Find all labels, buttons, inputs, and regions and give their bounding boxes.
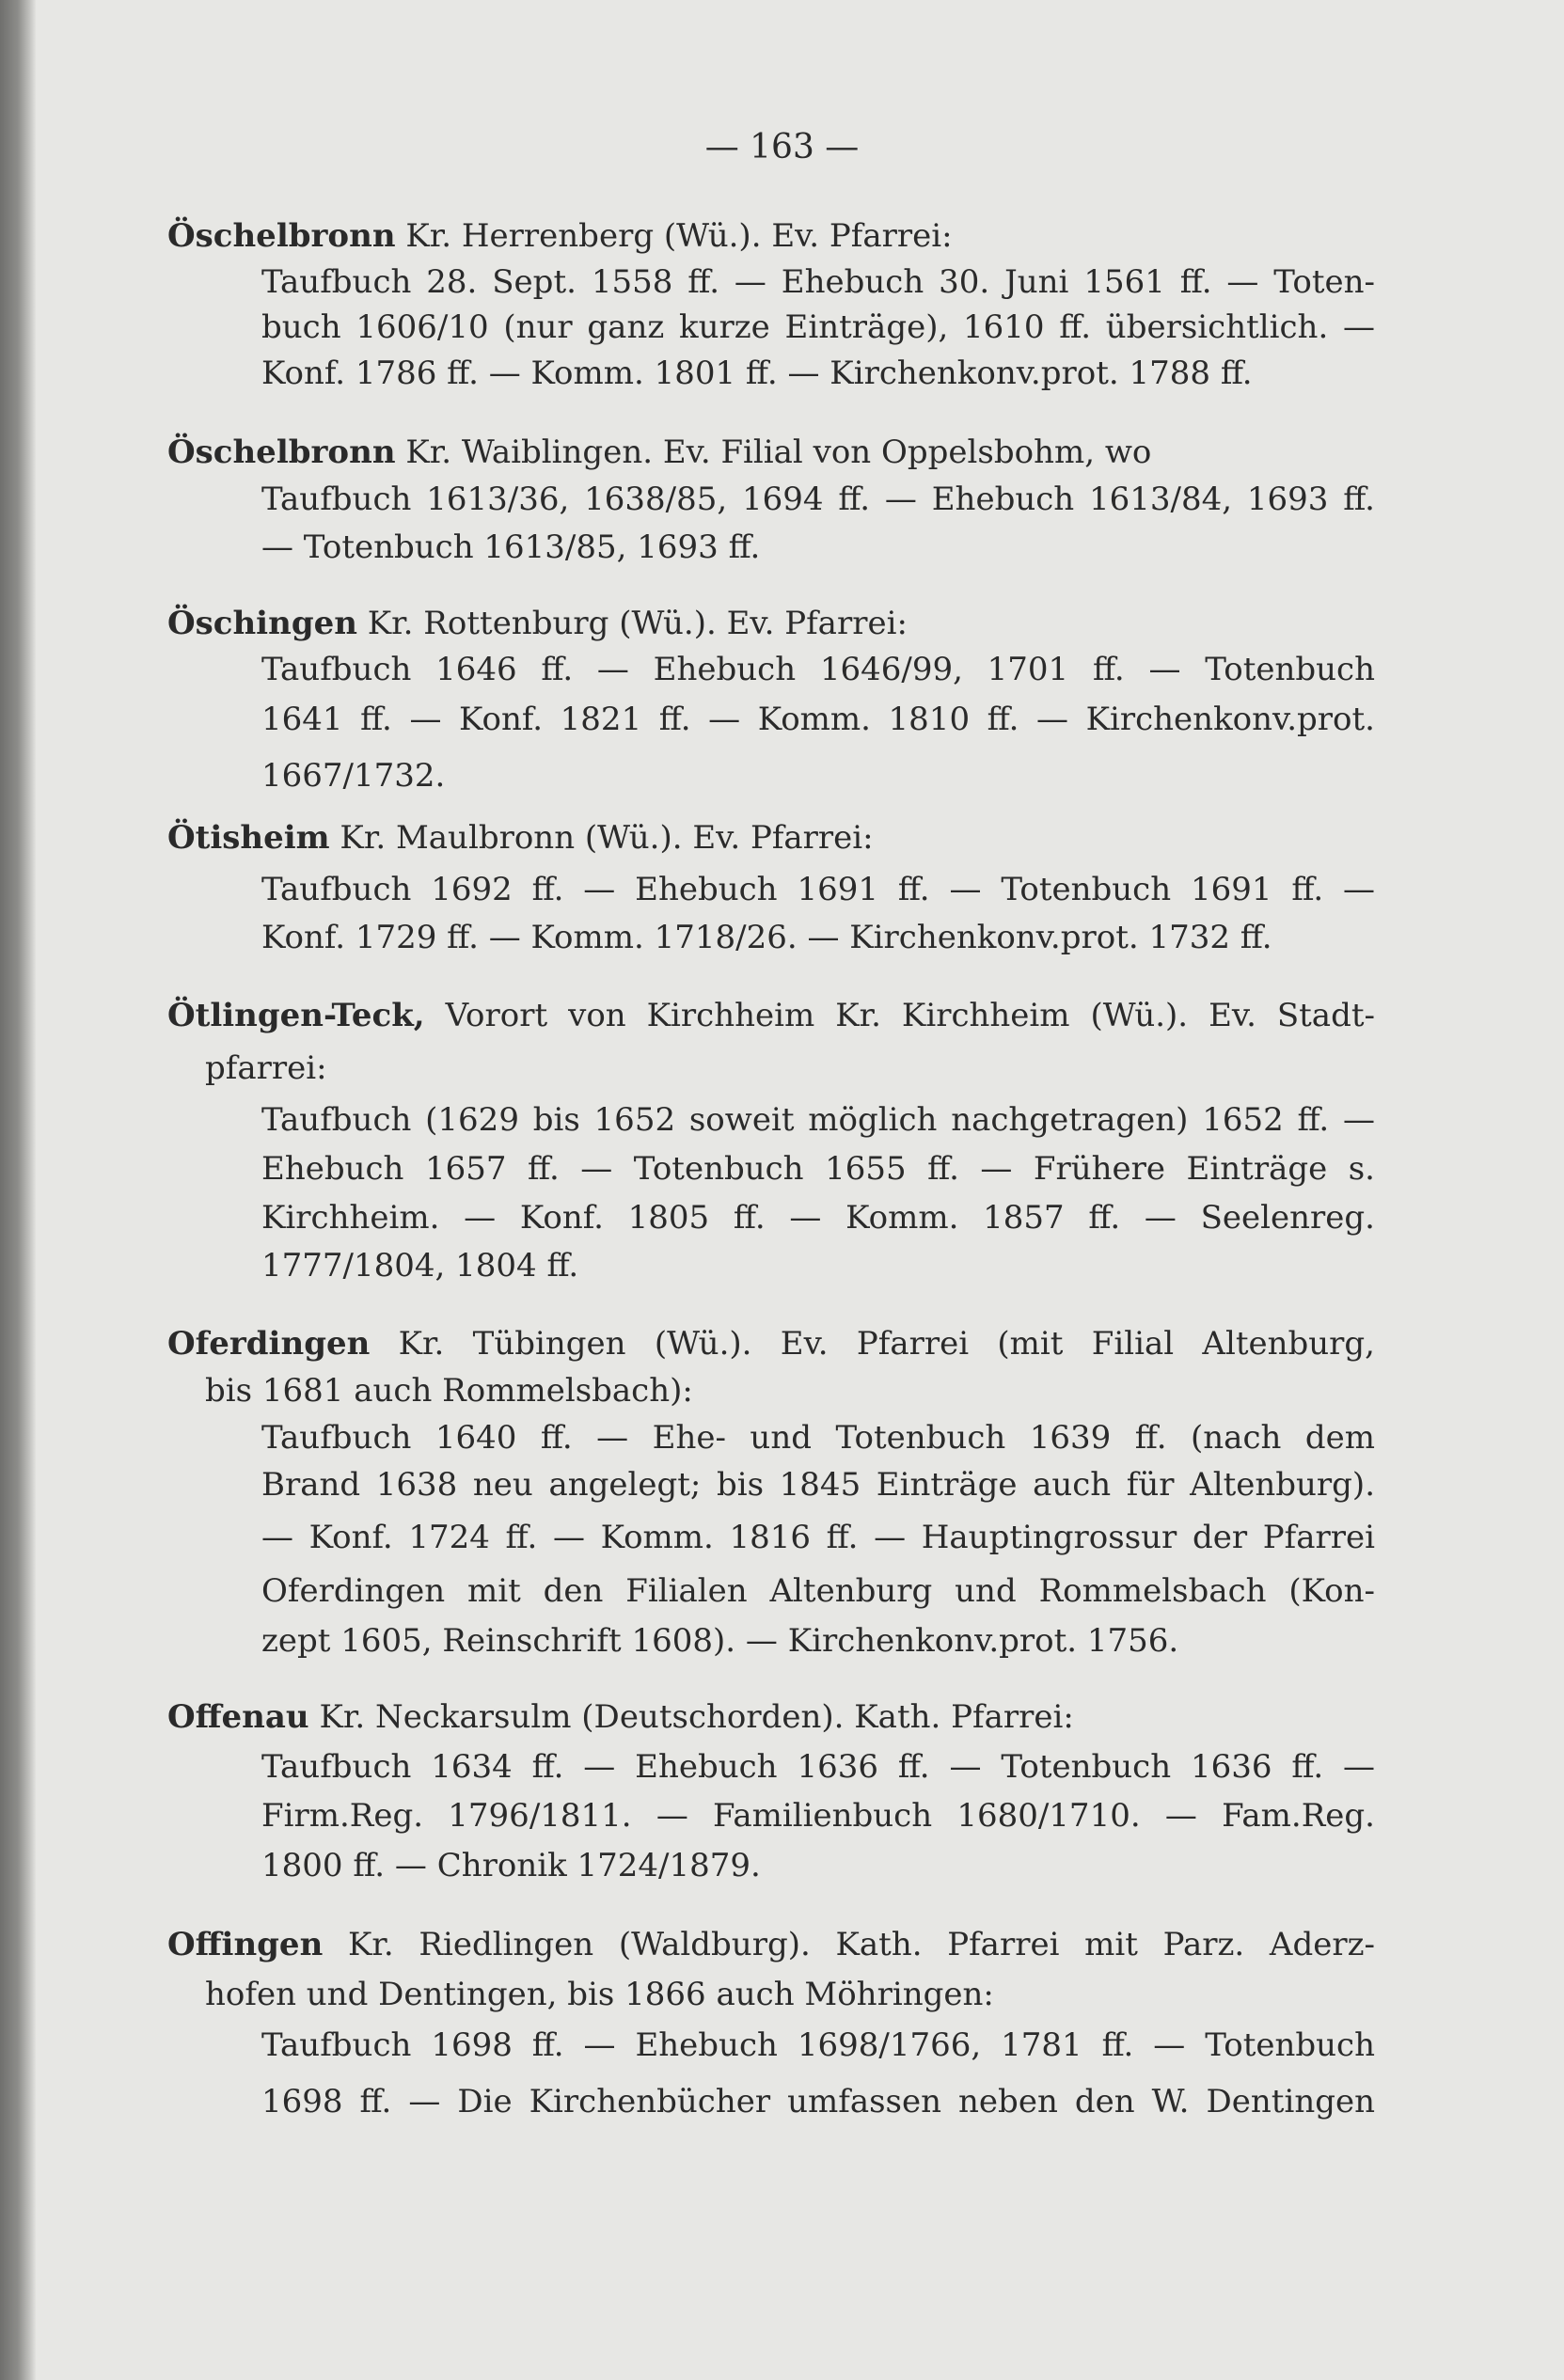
line-text: Taufbuch (1629 bis 1652 soweit möglich nachgetragen) 1652 ff. — bbox=[261, 1101, 1375, 1139]
place-name: Öschingen bbox=[167, 605, 357, 642]
entry-heading-line bbox=[167, 816, 1375, 859]
entry-heading-line bbox=[167, 431, 1375, 474]
entry-text-line bbox=[261, 1463, 1375, 1506]
line-text: Kr. Rottenburg (Wü.). Ev. Pfarrei: bbox=[356, 605, 908, 642]
line-text: Firm.Reg. 1796/1811. — Familienbuch 1680/1710. — Fam.Reg. bbox=[261, 1797, 1375, 1835]
place-name: Offenau bbox=[167, 1698, 309, 1736]
line-text: Kr. Neckarsulm (Deutschorden). Kath. Pfarrei: bbox=[308, 1698, 1074, 1736]
line-text: Brand 1638 neu angelegt; bis 1845 Einträge auch für Altenburg). bbox=[261, 1466, 1375, 1504]
line-text: zept 1605, Reinschrift 1608). — Kirchenkonv.prot. 1756. bbox=[261, 1622, 1179, 1660]
entry-heading-line bbox=[167, 214, 1375, 258]
line-text: 1698 ff. — Die Kirchenbücher umfassen neben den W. Dentingen bbox=[261, 2083, 1375, 2120]
entry-text-line bbox=[261, 916, 1375, 959]
entry-text-line bbox=[261, 1745, 1375, 1789]
entry-text-line bbox=[261, 1416, 1375, 1459]
entry-text-line bbox=[261, 526, 1375, 569]
place-name: Offingen bbox=[167, 1926, 324, 1963]
entry-text-line bbox=[261, 260, 1375, 304]
line-text: Taufbuch 1634 ff. — Ehebuch 1636 ff. — Totenbuch 1636 ff. — bbox=[261, 1748, 1375, 1786]
entry-text-line bbox=[261, 754, 1375, 797]
line-text: — Totenbuch 1613/85, 1693 ff. bbox=[261, 528, 761, 566]
place-name: Öschelbronn bbox=[167, 217, 396, 255]
entry-text-line bbox=[261, 1196, 1375, 1239]
line-text: Taufbuch 28. Sept. 1558 ff. — Ehebuch 30. Juni 1561 ff. — Toten- bbox=[261, 263, 1375, 301]
line-text: Konf. 1729 ff. — Komm. 1718/26. — Kirchenkonv.prot. 1732 ff. bbox=[261, 919, 1272, 956]
entry-text-line bbox=[261, 698, 1375, 741]
entry-text-line bbox=[261, 868, 1375, 911]
line-text: Oferdingen mit den Filialen Altenburg und Rommelsbach (Kon- bbox=[261, 1572, 1375, 1610]
line-text: Kr. Waiblingen. Ev. Filial von Oppelsbohm, wo bbox=[395, 433, 1152, 471]
entry-heading-line bbox=[167, 994, 1375, 1037]
line-text: Vorort von Kirchheim Kr. Kirchheim (Wü.). Ev. Stadt- bbox=[424, 997, 1375, 1034]
entry-text-line bbox=[205, 1369, 1375, 1412]
entry-text-line bbox=[261, 2080, 1375, 2123]
line-text: Taufbuch 1692 ff. — Ehebuch 1691 ff. — Totenbuch 1691 ff. — bbox=[261, 871, 1375, 908]
entry-heading-line bbox=[167, 1923, 1375, 1966]
line-text: pfarrei: bbox=[205, 1049, 327, 1087]
place-name: Ötlingen-Teck, bbox=[167, 997, 425, 1034]
entry-text-line bbox=[261, 1569, 1375, 1613]
entry-text-line bbox=[261, 1619, 1375, 1663]
entry-text-line bbox=[205, 1047, 1375, 1090]
entry-text-line bbox=[261, 478, 1375, 521]
line-text: Taufbuch 1646 ff. — Ehebuch 1646/99, 1701 ff. — Totenbuch bbox=[261, 651, 1375, 688]
line-text: Kr. Maulbronn (Wü.). Ev. Pfarrei: bbox=[329, 819, 874, 857]
book-binding-shadow bbox=[0, 0, 36, 2380]
line-text: Konf. 1786 ff. — Komm. 1801 ff. — Kirchenkonv.prot. 1788 ff. bbox=[261, 355, 1253, 392]
line-text: Kr. Tübingen (Wü.). Ev. Pfarrei (mit Filial Altenburg, bbox=[370, 1325, 1375, 1363]
line-text: bis 1681 auch Rommelsbach): bbox=[205, 1372, 693, 1410]
entry-text-line bbox=[261, 1147, 1375, 1190]
line-text: 1777/1804, 1804 ff. bbox=[261, 1247, 579, 1285]
line-text: Taufbuch 1640 ff. — Ehe- und Totenbuch 1639 ff. (nach dem bbox=[261, 1419, 1375, 1457]
entry-text-line bbox=[261, 352, 1375, 395]
line-text: 1800 ff. — Chronik 1724/1879. bbox=[261, 1847, 761, 1884]
entry-heading-line bbox=[167, 1322, 1375, 1365]
line-text: 1667/1732. bbox=[261, 757, 446, 795]
line-text: Taufbuch 1698 ff. — Ehebuch 1698/1766, 1781 ff. — Totenbuch bbox=[261, 2026, 1375, 2064]
entry-text-line bbox=[261, 1794, 1375, 1837]
entry-text-line bbox=[261, 1098, 1375, 1142]
place-name: Ötisheim bbox=[167, 819, 330, 857]
line-text: Taufbuch 1613/36, 1638/85, 1694 ff. — Ehebuch 1613/84, 1693 ff. bbox=[261, 481, 1375, 518]
line-text: 1641 ff. — Konf. 1821 ff. — Komm. 1810 ff. — Kirchenkonv.prot. bbox=[261, 701, 1375, 738]
entry-text-line bbox=[261, 1844, 1375, 1887]
entry-text-line bbox=[205, 1973, 1375, 2016]
line-text: Kirchheim. — Konf. 1805 ff. — Komm. 1857 ff. — Seelenreg. bbox=[261, 1199, 1375, 1237]
entry-text-line bbox=[261, 1516, 1375, 1559]
entry-text-line bbox=[261, 2024, 1375, 2067]
entry-heading-line bbox=[167, 602, 1375, 645]
entry-text-line bbox=[261, 306, 1375, 349]
entry-text-line bbox=[261, 1244, 1375, 1287]
entry-heading-line bbox=[167, 1695, 1375, 1739]
line-text: — Konf. 1724 ff. — Komm. 1816 ff. — Hauptingrossur der Pfarrei bbox=[261, 1519, 1375, 1556]
line-text: Kr. Herrenberg (Wü.). Ev. Pfarrei: bbox=[395, 217, 953, 255]
entry-text-line bbox=[261, 648, 1375, 691]
place-name: Öschelbronn bbox=[167, 433, 396, 471]
line-text: Kr. Riedlingen (Waldburg). Kath. Pfarrei mit Parz. Aderz- bbox=[323, 1926, 1375, 1963]
place-name: Oferdingen bbox=[167, 1325, 371, 1363]
line-text: Ehebuch 1657 ff. — Totenbuch 1655 ff. — Frühere Einträge s. bbox=[261, 1150, 1375, 1188]
page-number: — 163 — bbox=[704, 128, 860, 166]
line-text: hofen und Dentingen, bis 1866 auch Möhringen: bbox=[205, 1976, 994, 2013]
line-text: buch 1606/10 (nur ganz kurze Einträge), 1610 ff. übersichtlich. — bbox=[261, 308, 1375, 346]
